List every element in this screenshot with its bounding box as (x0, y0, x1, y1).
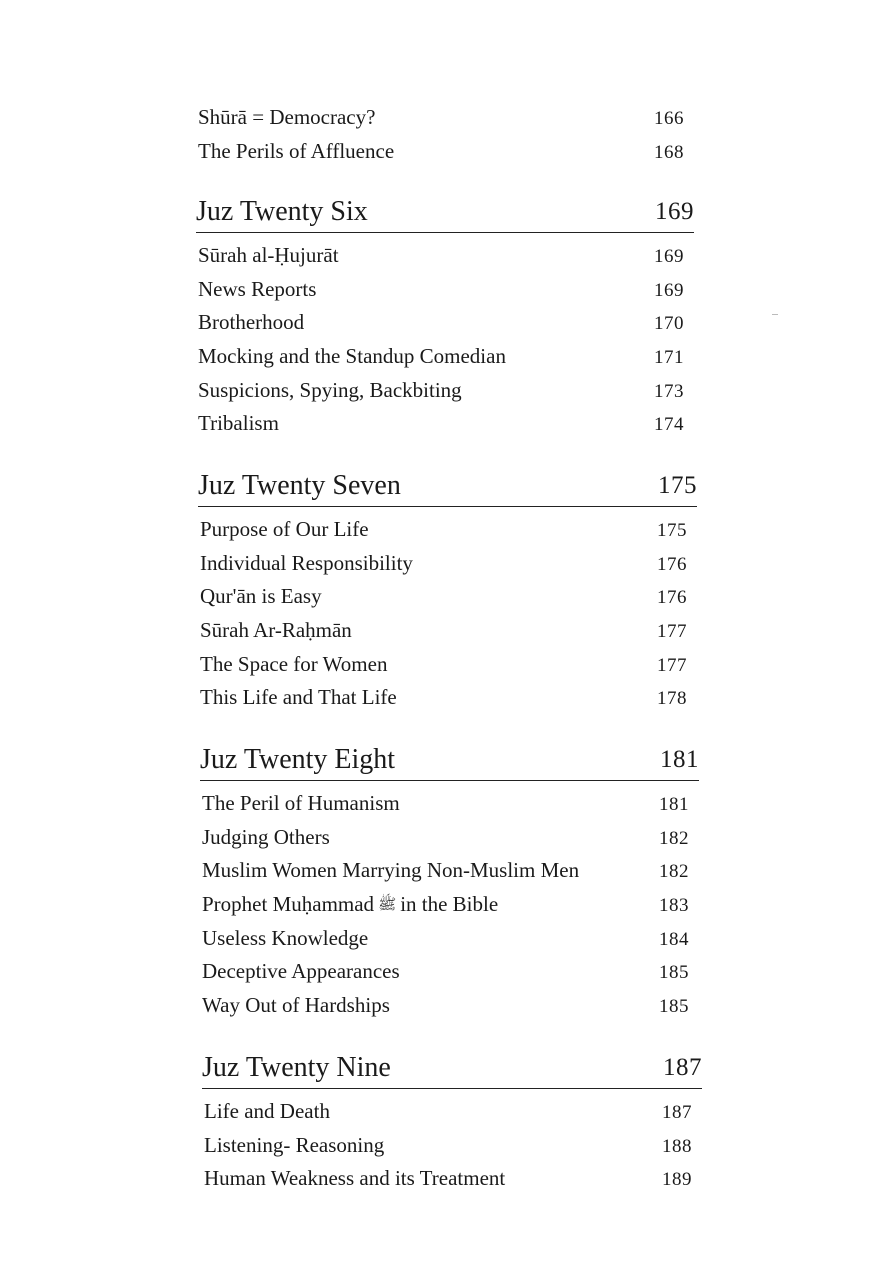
toc-entry (200, 648, 687, 682)
scan-speck (772, 314, 778, 315)
section-heading-title: Juz Twenty Nine (202, 1052, 391, 1083)
toc-entry (200, 614, 687, 648)
toc-entry-title: Individual Responsibility (200, 550, 413, 575)
toc-entry-title: Purpose of Our Life (200, 517, 369, 541)
toc-entry (198, 273, 684, 307)
toc-entry-title: Sūrah al-Ḥujurāt (198, 243, 339, 267)
section-heading-title: Juz Twenty Seven (198, 470, 401, 501)
toc-entry (198, 239, 684, 273)
toc-continued-list (198, 101, 684, 168)
toc-entry-title: Brotherhood (198, 310, 305, 335)
toc-entry (202, 787, 689, 821)
toc-entry (198, 407, 684, 441)
toc-entry-page: 176 (657, 553, 687, 575)
section-heading-title: Juz Twenty Six (196, 196, 368, 227)
toc-entry-title-suffix: in the Bible (400, 892, 499, 917)
toc-entry-title: Way Out of Hardships (202, 993, 390, 1018)
toc-entry-page: 166 (654, 108, 684, 129)
toc-entry (202, 854, 689, 888)
section-heading (198, 464, 697, 507)
section-heading (202, 1046, 702, 1089)
toc-entry-title: Muslim Women Marrying Non-Muslim Men (202, 858, 580, 883)
toc-entry-page: 176 (657, 587, 687, 609)
section-heading-title: Juz Twenty Eight (200, 744, 396, 775)
section-heading-page: 181 (660, 746, 699, 773)
toc-entry-title: News Reports (198, 276, 317, 301)
toc-section-juz-26 (196, 190, 694, 441)
toc-entry (198, 340, 684, 374)
toc-entry-page: 169 (654, 246, 684, 267)
toc-entry-page: 185 (659, 996, 689, 1018)
toc-entry (202, 989, 689, 1023)
toc-section-juz-27 (198, 464, 697, 715)
toc-entry (198, 306, 684, 340)
toc-entry (204, 1095, 692, 1129)
toc-entry-title: Tribalism (198, 411, 279, 436)
toc-entry-title: Deceptive Appearances (202, 959, 400, 984)
toc-section-juz-29 (202, 1046, 702, 1196)
toc-entry-page: 184 (659, 928, 689, 950)
toc-section-juz-28 (200, 738, 699, 1023)
section-heading-page: 169 (655, 198, 694, 225)
toc-entry-page: 182 (659, 827, 689, 849)
toc-entry-page: 174 (654, 414, 684, 436)
toc-entry (198, 374, 684, 408)
toc-entry-page: 182 (659, 861, 689, 883)
toc-entry-title: The Perils of Affluence (198, 138, 395, 163)
honorific-symbol: ﷺ (378, 897, 397, 914)
toc-entry-page: 175 (657, 520, 687, 541)
toc-entry (200, 681, 687, 715)
toc-entry (200, 513, 687, 547)
toc-entry-title: The Space for Women (200, 651, 388, 676)
toc-entry (198, 101, 684, 135)
toc-entry-title: This Life and That Life (200, 685, 397, 710)
toc-entry-page: 187 (662, 1102, 692, 1123)
toc-entry-title: Useless Knowledge (202, 925, 369, 950)
toc-entry-page: 183 (659, 895, 689, 917)
toc-entry-page: 188 (662, 1135, 692, 1157)
toc-entry (198, 135, 684, 169)
toc-entry-page: 171 (654, 347, 684, 369)
toc-entry-page: 177 (657, 621, 687, 643)
section-heading (196, 190, 694, 233)
toc-entry (202, 955, 689, 989)
toc-entry-page: 181 (659, 794, 689, 815)
toc-entry-title: Mocking and the Standup Comedian (198, 344, 506, 369)
toc-entry-title: Suspicions, Spying, Backbiting (198, 377, 462, 402)
toc-entry-title: Listening- Reasoning (204, 1132, 385, 1157)
toc-entry-title: Shūrā = Democracy? (198, 105, 376, 129)
toc-entry (200, 580, 687, 614)
toc-entry-title: Human Weakness and its Treatment (204, 1166, 506, 1191)
toc-entry-page: 169 (654, 279, 684, 301)
toc-entry-title: Qur'ān is Easy (200, 584, 322, 609)
toc-entry-page: 189 (662, 1169, 692, 1191)
section-heading-page: 175 (658, 472, 697, 499)
toc-entry (204, 1162, 692, 1196)
section-heading-page: 187 (663, 1054, 702, 1081)
toc-entry-title: Judging Others (202, 824, 330, 849)
toc-entry (202, 821, 689, 855)
section-heading (200, 738, 699, 781)
toc-entry (202, 888, 689, 922)
toc-entry-page: 170 (654, 313, 684, 335)
toc-entry-page: 185 (659, 962, 689, 984)
toc-entry-page: 173 (654, 380, 684, 402)
toc-entry-title: Life and Death (204, 1099, 330, 1123)
toc-entry-title: The Peril of Humanism (202, 791, 400, 815)
toc-entry (204, 1129, 692, 1163)
toc-entry (202, 922, 689, 956)
toc-entry-page: 177 (657, 654, 687, 676)
toc-entry-title: Prophet Muḥammad (202, 892, 375, 917)
toc-entry-title-group (202, 888, 498, 923)
toc-entry-page: 178 (657, 688, 687, 710)
toc-entry-page: 168 (654, 141, 684, 163)
toc-entry (200, 547, 687, 581)
toc-entry-title: Sūrah Ar-Raḥmān (200, 618, 352, 643)
